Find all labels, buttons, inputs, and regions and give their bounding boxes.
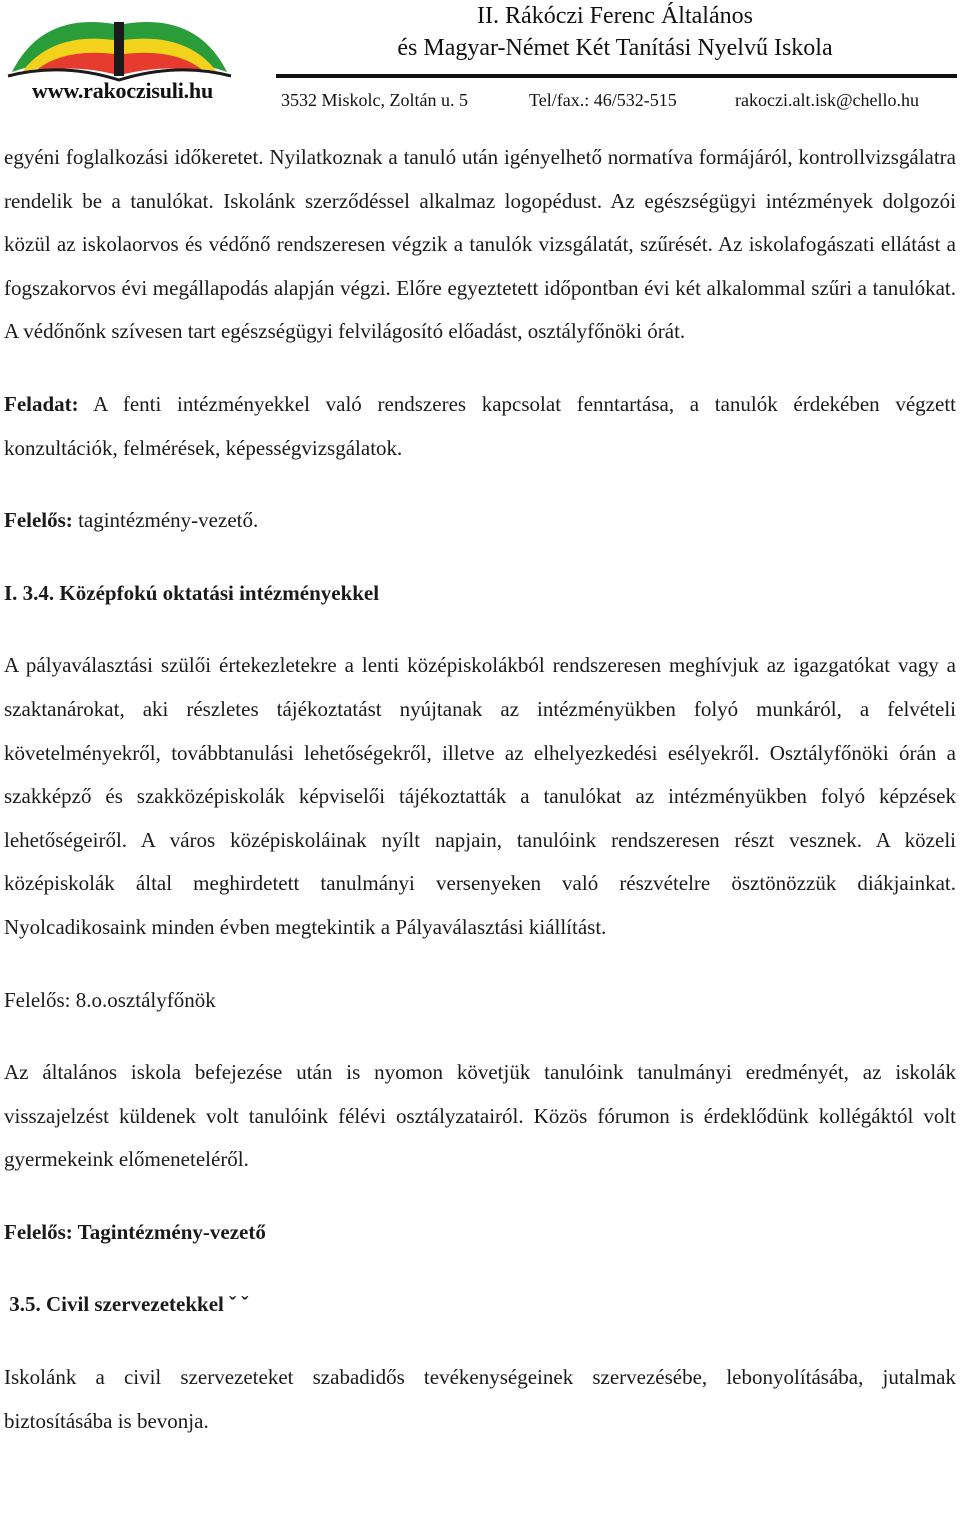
task-paragraph — [4, 383, 956, 470]
email: rakoczi.alt.isk@chello.hu — [735, 90, 920, 110]
school-name-line2: és Magyar-Német Két Tanítási Nyelvű Iskola — [397, 35, 833, 61]
task-label: Feladat: — [4, 391, 79, 416]
website-url: www.rakoczisuli.hu — [32, 78, 213, 103]
paragraph-civil-organizations: Iskolánk a civil szervezeteket szabadidős tevékenységeinek szervezésébe, lebonyolításába, jutalmak biztosításába is bevonja. — [4, 1365, 956, 1433]
responsible-label: Felelős: — [4, 508, 73, 533]
responsible-line-3: Felelős: Tagintézmény-vezető — [4, 1219, 266, 1244]
responsible-line-1 — [4, 499, 956, 543]
phone: Tel/fax.: 46/532-515 — [529, 90, 677, 110]
responsible-line-2: Felelős: 8.o.osztályfőnök — [4, 987, 216, 1012]
address: 3532 Miskolc, Zoltán u. 5 — [281, 90, 468, 110]
paragraph-secondary-schools: A pályaválasztási szülői értekezletekre a lenti középiskolákból rendszeresen meghívjuk az igazgatókat vagy a szaktanárokat, aki részletes tájékoztatást nyújtanak az intézményükben folyó munkáról, a felvételi követelményekről, továbbtanulási lehetőségekről, illetve az elhelyezkedési esélyekről. Osztályfőnöki órán a szakképző és szakközépiskolák képviselői tájékoztatták a tanulókat az intézményükben folyó képzések lehetőségeiről. A város középiskoláinak nyílt napjain, tanulóink rendszeresen részt vesznek. A közeli középiskolák által meghirdetett tanulmányi versenyeken való részvételre ösztönözzük diákjainkat. Nyolcadikosaink minden évben megtekintik a Pályaválasztási kiállítást. — [4, 653, 956, 939]
paragraph-health-institutions: egyéni foglalkozási időkeretet. Nyilatkoznak a tanuló után igényelhető normatíva formájáról, kontrollvizsgálatra rendelik be a tanulókat. Iskolánk szerződéssel alkalmaz logopédust. Az egészségügyi intézmények dolgozói közül az iskolaorvos és védőnő rendszeresen végzik a tanulók vizsgálatát, szűrését. Az iskolafogászati ellátást a fogszakorvos évi megállapodás alapján végzi. Előre egyeztetett időpontban évi két alkalommal szűri a tanulókat. A védőnőnk szívesen tart egészségügyi felvilágosító előadást, osztályfőnöki órát. — [4, 145, 956, 344]
section-heading-3-5: 3.5. Civil szervezetekkel ˇ ˇ — [4, 1292, 249, 1317]
responsible-text: tagintézmény-vezető. — [72, 508, 259, 533]
task-text: A fenti intézményekkel való rendszeres kapcsolat fenntartása, a tanulók érdekében végzett konzultációk, felmérések, képességvizsgálatok. — [4, 391, 956, 460]
paragraph-follow-up: Az általános iskola befejezése után is nyomon követjük tanulóink tanulmányi eredményét, az iskolák visszajelzést küldenek volt tanulóink félévi osztályzatairól. Közös fórumon is érdeklődünk kollégáktól volt gyermekeink előmeneteléről. — [4, 1060, 956, 1172]
letterhead — [0, 0, 960, 125]
school-name-line1: II. Rákóczi Ferenc Általános — [477, 3, 753, 29]
document-body — [4, 136, 956, 1443]
header-divider — [276, 74, 957, 78]
section-heading-3-4: I. 3.4. Középfokú oktatási intézményekkel — [4, 580, 380, 605]
